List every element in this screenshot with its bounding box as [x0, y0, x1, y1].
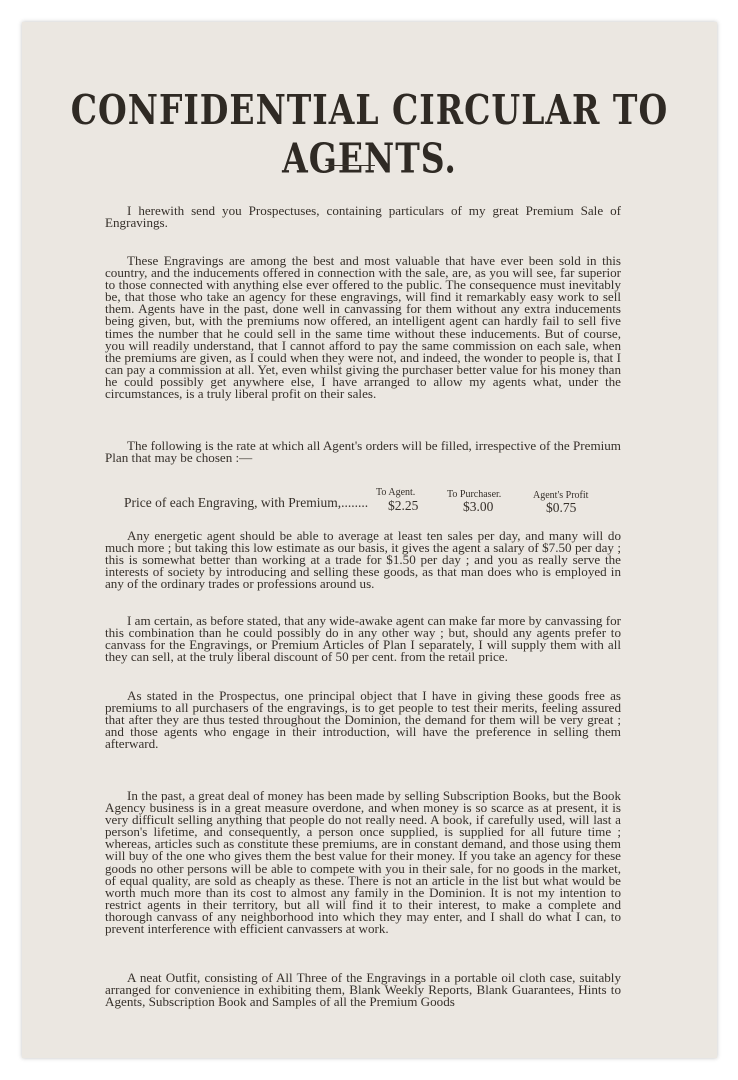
paragraph-2: These Engravings are among the best and most valuable that have ever been sold in this country, and the inducements offered in connection with the sale, are, as you will see, far superior to those connected with anything else ever offered to the public. The consequence must inevitably be, that those who take an agency for these engravings, will find it remarkably easy work to sell them. Agents have in the past, done well in canvassing for them without any extra inducements being given, but, with the premiums now offered, an intelligent agent can hardly fail to sell five times the number that he could sell in the same time without these inducements. But of course, you will readily understand, that I cannot afford to pay the same commission on each sale, when the premiums are given, as I could when they were not, and indeed, the wonder to people is, that I can pay a commission at all. Yet, even whilst giving the purchaser better value for his money than he could possibly get anywhere else, I have arranged to allow my agents what, under the circumstances, is a truly liberal profit on their sales.: [105, 253, 621, 402]
price-value-profit: $0.75: [546, 500, 577, 515]
paragraph-1: I herewith send you Prospectuses, containing particulars of my great Premium Sale of Engravings.: [105, 203, 621, 231]
price-value-purchaser: $3.00: [463, 499, 494, 514]
page-title: CONFIDENTIAL CIRCULAR TO AGENTS.: [70, 85, 669, 183]
price-label: Price of each Engraving, with Premium,........: [124, 495, 369, 510]
paragraph-6: As stated in the Prospectus, one principal object that I have in giving these goods free as premiums to all purchasers of the engravings, is to get people to test their merits, feeling assured that after they are thus tested throughout the Dominion, the demand for them will be very great ; and those agents who engage in their introduction, will have the preference in selling them afterward.: [105, 688, 621, 752]
document-page: [22, 22, 717, 1058]
paragraph-4: Any energetic agent should be able to average at least ten sales per day, and many will do much more ; but taking this low estimate as our basis, it gives the agent a salary of $7.50 per day ; this is somewhat better than working at a trade for $1.50 per day ; and you as really serve the interests of society by introducing and selling these goods, as that man does who is employed in any of the ordinary trades or professions around us.: [105, 528, 621, 592]
price-header-agent: To Agent.: [376, 487, 416, 498]
price-value-agent: $2.25: [388, 498, 419, 513]
price-header-purchaser: To Purchaser.: [447, 489, 502, 500]
paragraph-3: The following is the rate at which all Agent's orders will be filled, irrespective of the Premium Plan that may be chosen :—: [105, 438, 621, 466]
paragraph-8: A neat Outfit, consisting of All Three of the Engravings in a portable oil cloth case, suitably arranged for convenience in exhibiting them, Blank Weekly Reports, Blank Guarantees, Hints to Agents, Subscription Book and Samples of all the Premium Goods: [105, 970, 621, 1010]
title-divider: [325, 165, 375, 166]
paragraph-7: In the past, a great deal of money has been made by selling Subscription Books, but the Book Agency business is in a great measure overdone, and when money is so scarce as at present, it is very difficult selling anything that people do not really need. A book, if carefully used, will last a person's lifetime, and consequently, a person once supplied, is supplied for all future time ; whereas, articles such as constitute these premiums, are in constant demand, and those using them will buy of the one who gives them the best value for their money. If you take an agency for these goods no other persons will be able to compete with you in their sale, for no goods in the market, of equal quality, are sold as cheaply as these. There is not an article in the list but what would be worth much more than its cost to almost any family in the Dominion. It is not my intention to restrict agents in their territory, but all will find it to their interest, to make a complete and thorough canvass of any neighborhood into which they may enter, and I shall do what I can, to prevent interference with efficient canvassers at work.: [105, 788, 621, 937]
paragraph-5: I am certain, as before stated, that any wide-awake agent can make far more by canvassing for this combination than he could possibly do in any other way ; but, should any agents prefer to canvass for the Engravings, or Premium Articles of Plan I separately, I will supply them with all they can sell, at the truly liberal discount of 50 per cent. from the retail price.: [105, 613, 621, 665]
price-header-profit: Agent's Profit: [533, 490, 589, 501]
